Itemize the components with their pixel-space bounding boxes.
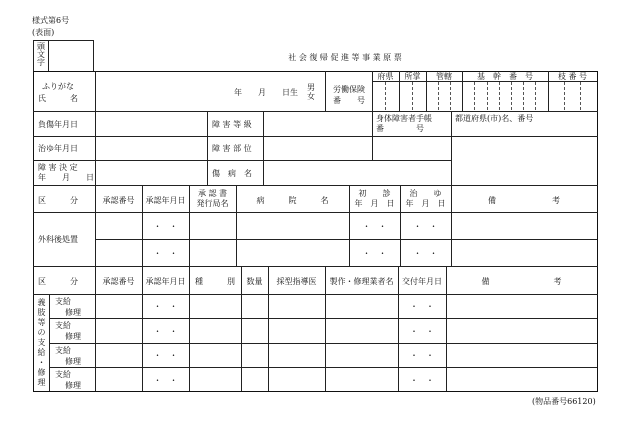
s1-header-hospital: 病 院 名 (256, 196, 329, 205)
prefecture-label: 府県 (377, 72, 394, 81)
s1-category: 外科後処置 (38, 235, 78, 244)
s1-row2-approval-date: ・ ・ (153, 249, 178, 258)
branch-number-label: 枝 番 号 (557, 72, 588, 81)
s2-g3-repair: 修理 (65, 357, 81, 366)
s1-header-first-visit: 初 診 年 月 日 (354, 189, 395, 208)
injury-name-label: 傷 病 名 (212, 169, 252, 178)
head-char-label: 頭 文 字 (37, 42, 45, 67)
sex-label: 男 女 (307, 83, 315, 101)
s2-header-approval-date: 承認年月日 (145, 277, 186, 286)
s2-r3-delivery-date: ・ ・ (410, 351, 434, 360)
name-label: 氏 名 (38, 94, 78, 103)
s2-header-quantity: 数量 (246, 277, 263, 286)
disability-part-label: 障 害 部 位 (212, 144, 252, 153)
s2-header-type: 種 別 (195, 277, 235, 286)
s1-row2-cure: ・ ・ (413, 249, 438, 258)
s2-header-manufacturer: 製作・修理業者名 (329, 277, 394, 286)
s2-r4-approval-date: ・ ・ (153, 376, 178, 385)
cure-date-label: 治ゆ年月日 (38, 144, 78, 153)
s2-header-remarks: 備 考 (481, 277, 562, 286)
s1-header-remarks: 備 考 (488, 196, 560, 205)
s2-header-category: 区 分 (38, 277, 78, 286)
s2-g4-repair: 修理 (65, 381, 81, 390)
item-number: (物品番号66120) (532, 397, 596, 406)
core-number-label: 基 幹 番 号 (477, 72, 533, 81)
s2-r1-delivery-date: ・ ・ (410, 302, 434, 311)
s2-r3-approval-date: ・ ・ (153, 351, 178, 360)
disability-decision-label: 障 害 決 定 年 月 日 (38, 163, 94, 182)
office-label: 管轄 (436, 72, 452, 81)
s2-g4-supply: 支給 (55, 370, 71, 379)
s1-row1-cure: ・ ・ (413, 222, 438, 231)
jurisdiction-label: 所掌 (404, 72, 421, 81)
s2-r4-delivery-date: ・ ・ (410, 376, 434, 385)
disability-grade-label: 障 害 等 級 (212, 120, 252, 129)
s1-header-category: 区 分 (38, 196, 78, 205)
handbook-label: 身体障害者手帳 番 号 (376, 114, 432, 133)
s2-header-doctor: 採型指導医 (276, 277, 317, 286)
s2-g1-repair: 修理 (65, 308, 81, 317)
s2-header-approval-number: 承認番号 (102, 277, 135, 286)
s1-header-approval-date: 承認年月日 (145, 196, 186, 205)
s2-g2-repair: 修理 (65, 332, 81, 341)
s1-row1-first-visit: ・ ・ (362, 222, 387, 231)
s2-category: 義 肢 等 の 支 給 ・ 修 理 (37, 298, 46, 387)
s1-row1-approval-date: ・ ・ (153, 222, 178, 231)
s2-r2-delivery-date: ・ ・ (410, 327, 434, 336)
s2-g1-supply: 支給 (55, 297, 71, 306)
s1-header-cure: 治 ゆ 年 月 日 (405, 189, 446, 208)
furigana-label: ふりがな (42, 82, 74, 91)
insurance-label: 労働保険 番 号 (333, 85, 365, 105)
form-title: 社 会 復 帰 促 進 等 事 業 原 票 (288, 53, 402, 62)
s1-row2-first-visit: ・ ・ (362, 249, 387, 258)
face-label: (表面) (32, 28, 55, 37)
prefecture-city-label: 都道府県(市)名、番号 (455, 114, 534, 123)
s1-header-issuing-office: 承 認 書 発行局名 (196, 189, 229, 208)
s2-g2-supply: 支給 (55, 321, 71, 330)
s1-header-approval-number: 承認番号 (102, 196, 135, 205)
s2-r2-approval-date: ・ ・ (153, 327, 178, 336)
s2-header-delivery-date: 交付年月日 (402, 277, 442, 286)
s2-r1-approval-date: ・ ・ (153, 302, 178, 311)
form-number: 様式第6号 (32, 16, 70, 25)
injury-date-label: 負傷年月日 (38, 120, 78, 129)
birth-label: 年 月 日生 (234, 88, 298, 97)
s2-g3-supply: 支給 (55, 346, 71, 355)
